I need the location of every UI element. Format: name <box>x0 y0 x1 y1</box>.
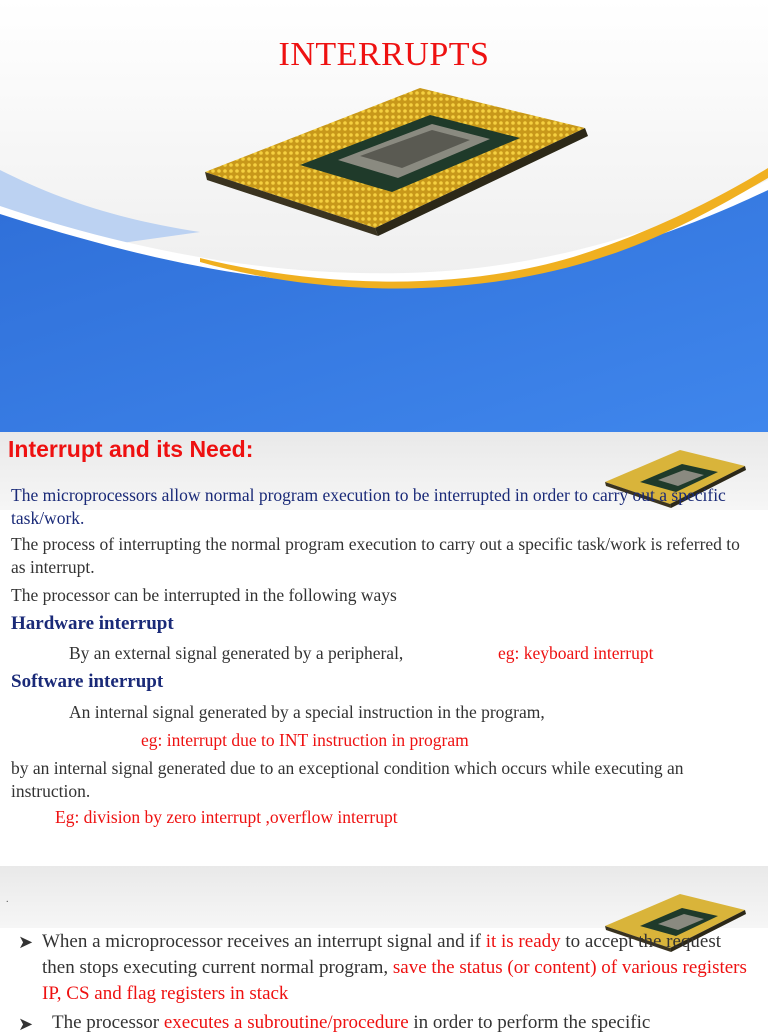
bullet-1-highlight-2: save the status (or content) of various registers IP, CS and flag registers in stack <box>42 957 747 1004</box>
paragraph-2: The process of interrupting the normal program execution to carry out a specific task/work is referred to as interrupt. <box>11 534 740 577</box>
interrupt-need-slide <box>0 432 768 842</box>
paragraph-1: The microprocessors allow normal program execution to be interrupted in order to carry out a specific task/work. <box>11 485 726 528</box>
slide-title: INTERRUPTS <box>278 36 490 73</box>
bullet-1-highlight: it is ready <box>485 931 561 952</box>
software-interrupt-desc: An internal signal generated by a special instruction in the program, <box>69 702 545 722</box>
bullet-1-text: When a microprocessor receives an interrupt signal and if <box>42 931 486 952</box>
bullet-2-text: The processor <box>52 1012 164 1033</box>
bullet-1-text-2: to accept the request then stops executing current normal program, <box>42 931 722 978</box>
bullet-arrow-icon: ➤ <box>18 1014 34 1035</box>
title-slide <box>0 0 768 432</box>
bullet-2-text-2: in order to perform the specific <box>408 1012 651 1033</box>
exception-desc: by an internal signal generated due to an exceptional condition which occurs while executing an instruction. <box>11 758 684 801</box>
bullet-2 <box>52 1010 752 1036</box>
paragraph-3: The processor can be interrupted in the following ways <box>11 585 397 605</box>
bullet-2-highlight: executes a subroutine/procedure <box>163 1012 409 1033</box>
interrupt-process-slide <box>0 866 768 1035</box>
bullet-arrow-icon: ➤ <box>18 932 34 953</box>
exception-example: Eg: division by zero interrupt ,overflow interrupt <box>55 807 398 827</box>
stray-dot: . <box>6 894 9 905</box>
hardware-interrupt-example: eg: keyboard interrupt <box>498 643 654 663</box>
slide-heading: Interrupt and its Need: <box>8 436 254 462</box>
software-interrupt-example: eg: interrupt due to INT instruction in program <box>141 730 469 750</box>
bullet-1 <box>42 929 757 1007</box>
software-interrupt-title: Software interrupt <box>11 671 164 692</box>
hardware-interrupt-desc: By an external signal generated by a peripheral, <box>69 643 404 663</box>
hardware-interrupt-title: Hardware interrupt <box>11 613 174 634</box>
